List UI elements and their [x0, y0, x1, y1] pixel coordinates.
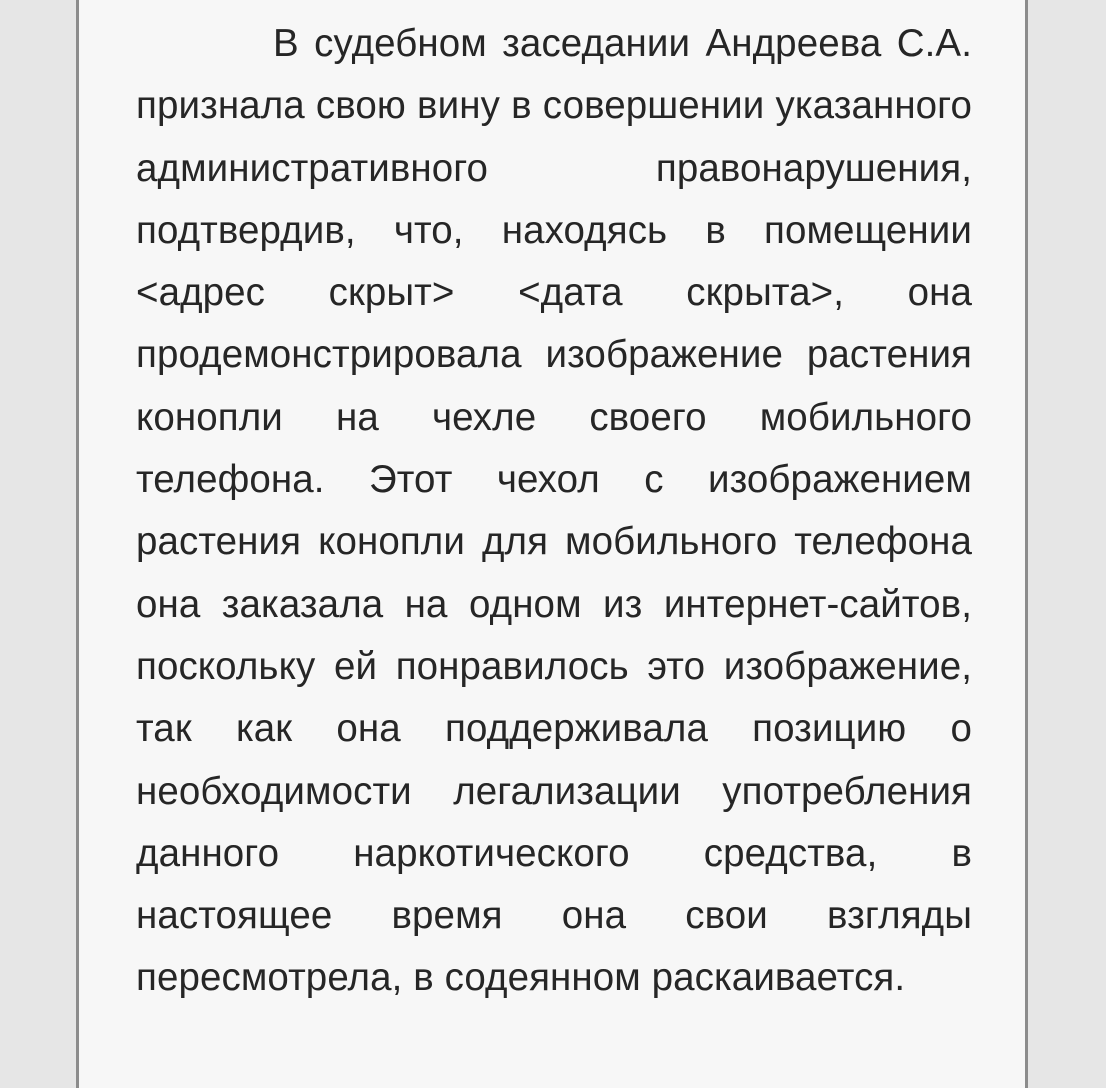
- document-page: [76, 0, 1028, 1088]
- document-paragraph: В судебном заседании Андреева С.А. признала свою вину в совершении указанного административного правонарушения, подтвердив, что, находясь в помещении <адрес скрыт> <дата скрыта>, она продемонстрировала изображение растения конопли на чехле своего мобильного телефона. Этот чехол с изображением растения конопли для мобильного телефона она заказала на одном из интернет-сайтов, поскольку ей понравилось это изображение, так как она поддерживала позицию о необходимости легализации употребления данного наркотического средства, в настоящее время она свои взгляды пересмотрела, в содеянном раскаивается.: [136, 22, 972, 1000]
